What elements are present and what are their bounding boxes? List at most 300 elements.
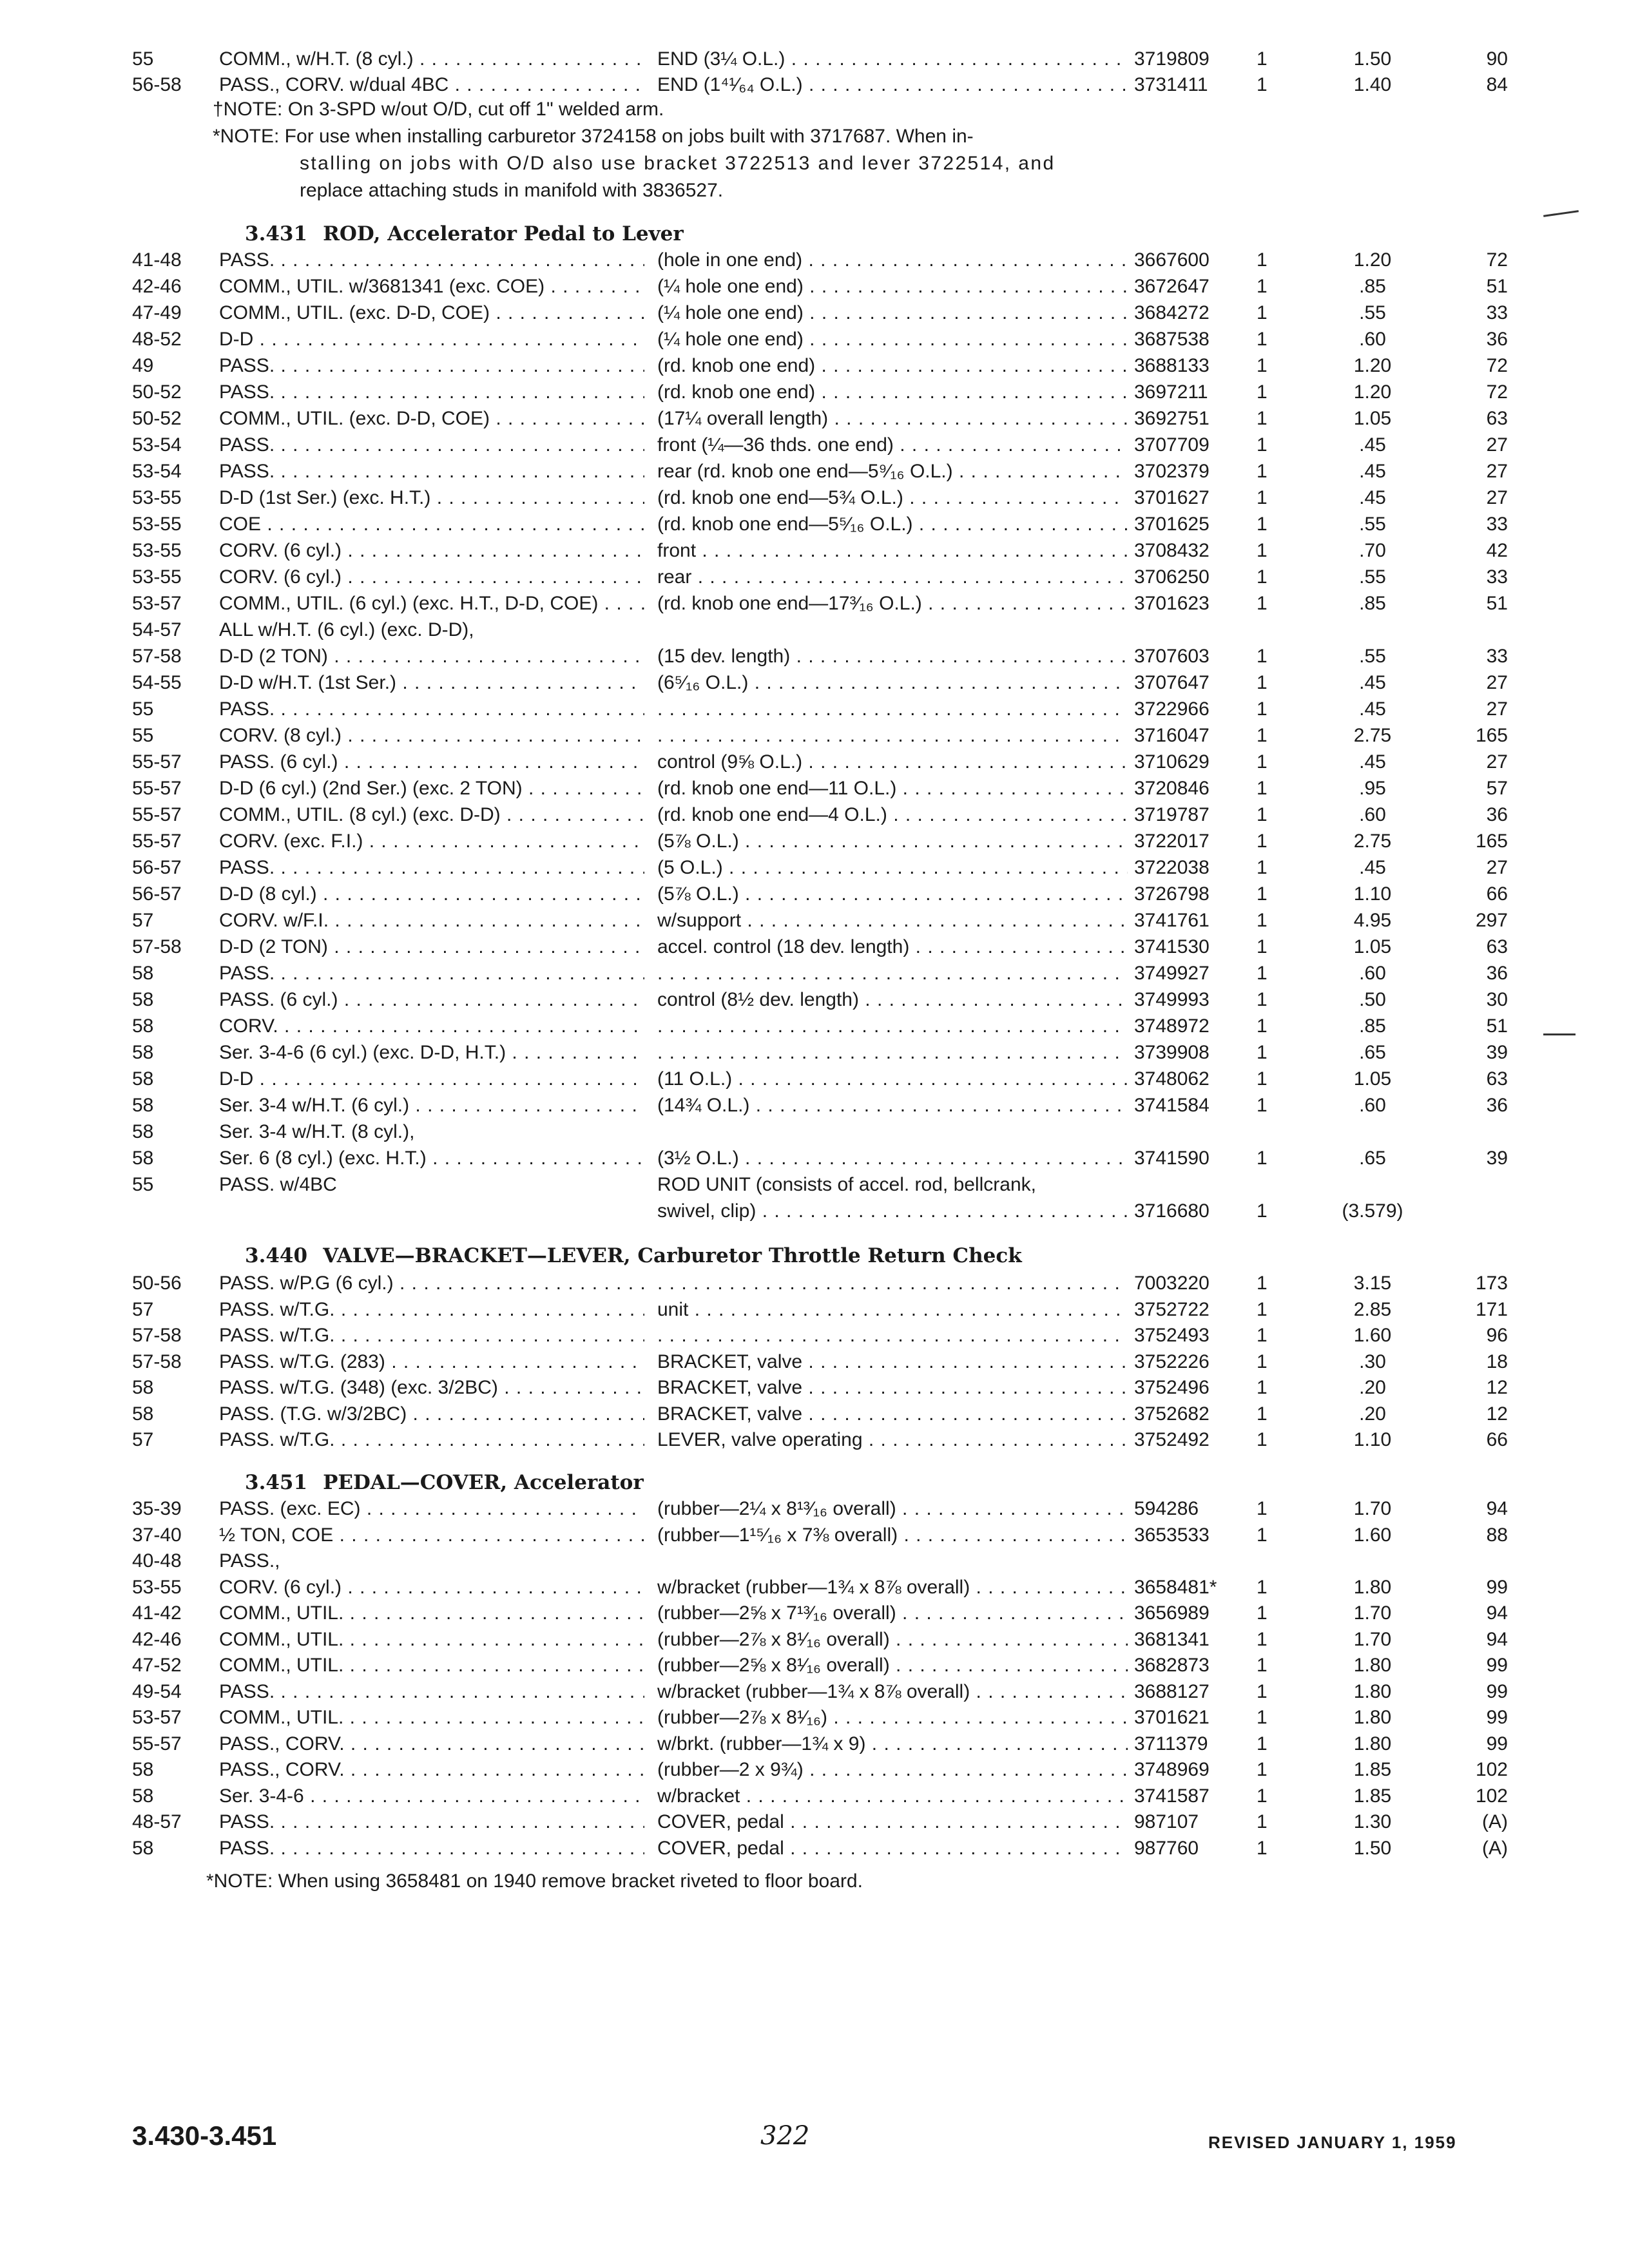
table-row	[0, 432, 1629, 458]
year-range: 53-55	[132, 1576, 182, 1598]
table-row	[0, 300, 1629, 326]
section-heading-3431	[245, 220, 684, 247]
year-range: 48-57	[132, 1811, 182, 1832]
quantity: 1	[1257, 249, 1268, 271]
year-range: 57-58	[132, 936, 182, 957]
units-value: 99	[1486, 1733, 1508, 1754]
table-row	[0, 1548, 1629, 1574]
description: control (9⅝ O.L.) . . .	[657, 749, 1128, 775]
list-price: .45	[1359, 672, 1386, 693]
quantity: 1	[1257, 1655, 1268, 1676]
list-price: 1.60	[1353, 1325, 1392, 1346]
list-price: 1.70	[1353, 1498, 1392, 1519]
description: (rubber—1¹⁵⁄₁₆ x 7⅜ overall) . . .	[657, 1523, 1128, 1548]
quantity: 1	[1257, 831, 1268, 852]
units-value: 102	[1475, 1759, 1508, 1780]
year-range: 58	[132, 1759, 154, 1780]
year-range: 58	[132, 1148, 154, 1169]
description: (6⁵⁄₁₆ O.L.) . . .	[657, 670, 1128, 696]
quantity: 1	[1257, 408, 1268, 429]
list-price: 2.75	[1353, 831, 1392, 852]
year-range: 54-55	[132, 672, 182, 693]
list-price: .60	[1359, 804, 1386, 825]
quantity: 1	[1257, 1068, 1268, 1090]
application: D-D (2 TON) . . .	[219, 644, 644, 669]
list-price: .50	[1359, 989, 1386, 1010]
application: COMM., UTIL. (6 cyl.) (exc. H.T., D-D, COE) . . .	[219, 591, 644, 617]
year-range: 56-58	[132, 74, 182, 95]
application: PASS. . . .	[219, 961, 644, 986]
year-range: 57-58	[132, 1350, 182, 1372]
description: (rd. knob one end—11 O.L.) . . .	[657, 776, 1128, 802]
application: COMM., UTIL. w/3681341 (exc. COE) . . .	[219, 274, 644, 300]
application: PASS., CORV. . . .	[219, 1757, 644, 1783]
part-number: 3702379	[1134, 461, 1210, 482]
table-row	[0, 855, 1629, 881]
description: (rd. knob one end—4 O.L.) . . .	[657, 802, 1128, 828]
year-range: 55	[132, 725, 154, 746]
list-price: .55	[1359, 302, 1386, 323]
quantity: 1	[1257, 1602, 1268, 1624]
footer-revised-date: REVISED JANUARY 1, 1959	[1208, 2133, 1457, 2152]
list-price: .55	[1359, 514, 1386, 535]
units-value: (A)	[1482, 1837, 1508, 1859]
description: (3½ O.L.) . . .	[657, 1146, 1128, 1171]
list-price: 1.10	[1353, 1429, 1392, 1450]
table-row	[0, 538, 1629, 564]
application: CORV. (6 cyl.) . . .	[219, 1575, 644, 1600]
part-number: 3741590	[1134, 1148, 1210, 1169]
section-title: ROD, Accelerator Pedal to Lever	[323, 222, 684, 245]
table-row	[0, 881, 1629, 907]
list-price: 1.10	[1353, 883, 1392, 905]
description: accel. control (18 dev. length) . . .	[657, 934, 1128, 960]
list-price: 1.20	[1353, 355, 1392, 376]
table-row	[0, 908, 1629, 934]
note-carburetor-line1: *NOTE: For use when installing carburetor 3724158 on jobs built with 3717687. When in-	[213, 126, 974, 147]
part-number: 3692751	[1134, 408, 1210, 429]
application: PASS. w/T.G. (348) (exc. 3/2BC) . . .	[219, 1375, 644, 1401]
application: COE . . .	[219, 512, 644, 537]
units-value: 88	[1486, 1524, 1508, 1546]
units-value: 27	[1486, 434, 1508, 456]
table-row	[0, 1198, 1629, 1224]
table-row	[0, 1627, 1629, 1653]
description: (11 O.L.) . . .	[657, 1066, 1128, 1092]
part-number: 3701621	[1134, 1707, 1210, 1728]
part-number: 3722017	[1134, 831, 1210, 852]
quantity: 1	[1257, 1015, 1268, 1037]
part-number: 987107	[1134, 1811, 1199, 1832]
part-number: 3752682	[1134, 1403, 1210, 1425]
units-value: 165	[1475, 831, 1508, 852]
application: PASS. . . .	[219, 855, 644, 881]
table-row	[0, 1757, 1629, 1783]
section-heading-3451	[245, 1469, 644, 1496]
section-number: 3.440	[245, 1244, 308, 1267]
description	[657, 697, 1128, 722]
list-price: 4.95	[1353, 910, 1392, 931]
part-number: 3752226	[1134, 1350, 1210, 1372]
list-price: .45	[1359, 434, 1386, 456]
part-number: 3741584	[1134, 1095, 1210, 1116]
list-price: 1.05	[1353, 936, 1392, 957]
part-number: 3748972	[1134, 1015, 1210, 1037]
part-number: 3688133	[1134, 355, 1210, 376]
units-value: 66	[1486, 883, 1508, 905]
application: PASS.,	[219, 1550, 280, 1571]
application: PASS. (6 cyl.) . . .	[219, 987, 644, 1013]
list-price: .30	[1359, 1350, 1386, 1372]
year-range: 48-52	[132, 329, 182, 350]
year-range: 42-46	[132, 1628, 182, 1650]
units-value: 51	[1486, 1015, 1508, 1037]
units-value: 102	[1475, 1785, 1508, 1807]
application: CORV. w/F.I. . . .	[219, 908, 644, 934]
table-row	[0, 1575, 1629, 1600]
quantity: 1	[1257, 1325, 1268, 1346]
description: swivel, clip) . . .	[657, 1198, 1128, 1224]
table-row	[0, 512, 1629, 537]
part-number: 987760	[1134, 1837, 1199, 1859]
table-row	[0, 1172, 1629, 1198]
units-value: 171	[1475, 1298, 1508, 1320]
units-value: 27	[1486, 461, 1508, 482]
units-value: 94	[1486, 1628, 1508, 1650]
description: BRACKET, valve . . .	[657, 1349, 1128, 1375]
list-price: .85	[1359, 1015, 1386, 1037]
quantity: 1	[1257, 514, 1268, 535]
section-title: VALVE—BRACKET—LEVER, Carburetor Throttle Return Check	[323, 1244, 1022, 1267]
table-row	[0, 1836, 1629, 1861]
part-number: 3726798	[1134, 883, 1210, 905]
part-number: 3719809	[1134, 48, 1210, 70]
description: control (8½ dev. length) . . .	[657, 987, 1128, 1013]
year-range: 57-58	[132, 646, 182, 667]
units-value: 36	[1486, 804, 1508, 825]
application: ½ TON, COE . . .	[219, 1523, 644, 1548]
year-range: 57	[132, 1429, 154, 1450]
quantity: 1	[1257, 1298, 1268, 1320]
table-row	[0, 617, 1629, 643]
table-row	[0, 1679, 1629, 1705]
year-range: 53-55	[132, 566, 182, 588]
application: D-D . . .	[219, 327, 644, 352]
part-number: 3748062	[1134, 1068, 1210, 1090]
year-range: 41-42	[132, 1602, 182, 1624]
list-price: .55	[1359, 646, 1386, 667]
description: (15 dev. length) . . .	[657, 644, 1128, 669]
year-range: 58	[132, 1377, 154, 1398]
application: PASS. w/4BC	[219, 1174, 337, 1195]
table-row	[0, 1093, 1629, 1119]
description	[657, 1014, 1128, 1039]
list-price: .70	[1359, 540, 1386, 561]
part-number: 3739908	[1134, 1042, 1210, 1063]
year-range: 58	[132, 1068, 154, 1090]
part-number: 3688127	[1134, 1680, 1210, 1702]
description: (¼ hole one end) . . .	[657, 274, 1128, 300]
part-number: 3672647	[1134, 276, 1210, 297]
application: D-D (1st Ser.) (exc. H.T.) . . .	[219, 485, 644, 511]
quantity: 1	[1257, 778, 1268, 799]
quantity: 1	[1257, 1837, 1268, 1859]
list-price: 1.70	[1353, 1602, 1392, 1624]
list-price: 1.80	[1353, 1680, 1392, 1702]
table-row	[0, 644, 1629, 669]
part-number: 3741587	[1134, 1785, 1210, 1807]
part-number: 3707603	[1134, 646, 1210, 667]
table-row	[0, 1066, 1629, 1092]
table-row	[0, 274, 1629, 300]
description: w/bracket (rubber—1¾ x 8⅞ overall) . . .	[657, 1575, 1128, 1600]
description	[657, 723, 1128, 749]
description: (rubber—2 x 9¾) . . .	[657, 1757, 1128, 1783]
quantity: 1	[1257, 1403, 1268, 1425]
year-range: 58	[132, 1837, 154, 1859]
description: (rubber—2⅝ x 7¹³⁄₁₆ overall) . . .	[657, 1600, 1128, 1626]
list-price: .60	[1359, 1095, 1386, 1116]
units-value: 96	[1486, 1325, 1508, 1346]
application: PASS., CORV. . . .	[219, 1731, 644, 1757]
description	[657, 1040, 1128, 1066]
table-row	[0, 459, 1629, 485]
year-range: 55-57	[132, 804, 182, 825]
application: PASS. (exc. EC) . . .	[219, 1496, 644, 1522]
part-number: 3658481*	[1134, 1576, 1217, 1598]
units-value: 72	[1486, 249, 1508, 271]
units-value: 51	[1486, 276, 1508, 297]
application: PASS. . . .	[219, 697, 644, 722]
part-number: 3741761	[1134, 910, 1210, 931]
list-price: (3.579)	[1342, 1200, 1403, 1222]
units-value: 27	[1486, 672, 1508, 693]
part-number: 3719787	[1134, 804, 1210, 825]
units-value: 66	[1486, 1429, 1508, 1450]
year-range: 54-57	[132, 619, 182, 640]
note-floor-board: *NOTE: When using 3658481 on 1940 remove bracket riveted to floor board.	[206, 1870, 863, 1892]
part-number: 3656989	[1134, 1602, 1210, 1624]
year-range: 42-46	[132, 276, 182, 297]
section-number: 3.431	[245, 222, 308, 245]
description	[657, 1271, 1128, 1296]
table-row	[0, 1600, 1629, 1626]
quantity: 1	[1257, 566, 1268, 588]
quantity: 1	[1257, 1350, 1268, 1372]
description: (rubber—2⅞ x 8¹⁄₁₆ overall) . . .	[657, 1627, 1128, 1653]
list-price: 1.50	[1353, 1837, 1392, 1859]
part-number: 3684272	[1134, 302, 1210, 323]
part-number: 594286	[1134, 1498, 1199, 1519]
table-row	[0, 327, 1629, 352]
part-number: 3682873	[1134, 1655, 1210, 1676]
list-price: .45	[1359, 698, 1386, 720]
quantity: 1	[1257, 1273, 1268, 1294]
description: END (1⁴¹⁄₆₄ O.L.) . . .	[657, 72, 1128, 98]
list-price: 1.60	[1353, 1524, 1392, 1546]
application: PASS., CORV. w/dual 4BC . . .	[219, 72, 644, 98]
table-row	[0, 1323, 1629, 1349]
application: D-D (8 cyl.) . . .	[219, 881, 644, 907]
table-row	[0, 776, 1629, 802]
application: PASS. w/T.G. . . .	[219, 1323, 644, 1349]
note-carburetor-line2: stalling on jobs with O/D also use bracket 3722513 and lever 3722514, and	[300, 153, 1055, 174]
units-value: 57	[1486, 778, 1508, 799]
list-price: .60	[1359, 963, 1386, 984]
year-range: 55-57	[132, 778, 182, 799]
table-row	[0, 802, 1629, 828]
table-row	[0, 247, 1629, 273]
description: END (3¼ O.L.) . . .	[657, 46, 1128, 72]
units-value: 63	[1486, 936, 1508, 957]
part-number: 3697211	[1134, 381, 1208, 403]
year-range: 53-54	[132, 434, 182, 456]
application: D-D (6 cyl.) (2nd Ser.) (exc. 2 TON) . . .	[219, 776, 644, 802]
quantity: 1	[1257, 1759, 1268, 1780]
quantity: 1	[1257, 1200, 1268, 1222]
year-range: 58	[132, 1095, 154, 1116]
part-number: 3710629	[1134, 751, 1210, 773]
part-number: 3752493	[1134, 1325, 1210, 1346]
table-row	[0, 1375, 1629, 1401]
part-number: 3722966	[1134, 698, 1210, 720]
application: COMM., UTIL. (8 cyl.) (exc. D-D) . . .	[219, 802, 644, 828]
list-price: .65	[1359, 1148, 1386, 1169]
application: PASS. w/T.G. . . .	[219, 1297, 644, 1323]
quantity: 1	[1257, 725, 1268, 746]
application: COMM., w/H.T. (8 cyl.) . . .	[219, 46, 644, 72]
list-price: .95	[1359, 778, 1386, 799]
quantity: 1	[1257, 329, 1268, 350]
application: D-D w/H.T. (1st Ser.) . . .	[219, 670, 644, 696]
part-number: 3752492	[1134, 1429, 1210, 1450]
year-range: 58	[132, 1121, 154, 1142]
quantity: 1	[1257, 381, 1268, 403]
part-number: 3720846	[1134, 778, 1210, 799]
units-value: 12	[1486, 1403, 1508, 1425]
application: PASS. w/T.G. (283) . . .	[219, 1349, 644, 1375]
part-number: 3687538	[1134, 329, 1210, 350]
year-range: 53-54	[132, 461, 182, 482]
part-number: 3708432	[1134, 540, 1210, 561]
application: PASS. . . .	[219, 353, 644, 379]
quantity: 1	[1257, 487, 1268, 508]
list-price: 1.30	[1353, 1811, 1392, 1832]
year-range: 53-57	[132, 1707, 182, 1728]
application: CORV. . . .	[219, 1014, 644, 1039]
application: Ser. 3-4 w/H.T. (8 cyl.),	[219, 1121, 415, 1142]
units-value: 173	[1475, 1273, 1508, 1294]
table-row	[0, 749, 1629, 775]
part-number: 3749993	[1134, 989, 1210, 1010]
table-row	[0, 723, 1629, 749]
application: COMM., UTIL. . . .	[219, 1600, 644, 1626]
quantity: 1	[1257, 751, 1268, 773]
application: Ser. 3-4 w/H.T. (6 cyl.) . . .	[219, 1093, 644, 1119]
list-price: 1.80	[1353, 1733, 1392, 1754]
quantity: 1	[1257, 434, 1268, 456]
table-row	[0, 1523, 1629, 1548]
quantity: 1	[1257, 963, 1268, 984]
year-range: 58	[132, 1042, 154, 1063]
quantity: 1	[1257, 1148, 1268, 1169]
year-range: 49	[132, 355, 154, 376]
list-price: .45	[1359, 461, 1386, 482]
quantity: 1	[1257, 1680, 1268, 1702]
units-value: 18	[1486, 1350, 1508, 1372]
part-number: 3707647	[1134, 672, 1210, 693]
quantity: 1	[1257, 302, 1268, 323]
units-value: 36	[1486, 1095, 1508, 1116]
description: (¼ hole one end) . . .	[657, 300, 1128, 326]
table-row	[0, 1119, 1629, 1145]
table-row	[0, 380, 1629, 405]
year-range: 58	[132, 1785, 154, 1807]
part-number: 3707709	[1134, 434, 1210, 456]
quantity: 1	[1257, 646, 1268, 667]
description: rear (rd. knob one end—5⁹⁄₁₆ O.L.) . . .	[657, 459, 1128, 485]
table-row	[0, 697, 1629, 722]
units-value: 99	[1486, 1680, 1508, 1702]
quantity: 1	[1257, 1095, 1268, 1116]
year-range: 56-57	[132, 883, 182, 905]
description: (rubber—2¼ x 8¹³⁄₁₆ overall) . . .	[657, 1496, 1128, 1522]
list-price: 1.40	[1353, 74, 1392, 95]
units-value: 94	[1486, 1498, 1508, 1519]
application: PASS. (T.G. w/3/2BC) . . .	[219, 1401, 644, 1427]
quantity: 1	[1257, 698, 1268, 720]
application: PASS. . . .	[219, 1836, 644, 1861]
footer-page-number: 322	[760, 2121, 810, 2151]
units-value: 39	[1486, 1148, 1508, 1169]
quantity: 1	[1257, 1576, 1268, 1598]
description: COVER, pedal . . .	[657, 1809, 1128, 1835]
table-row	[0, 1401, 1629, 1427]
list-price: 2.75	[1353, 725, 1392, 746]
quantity: 1	[1257, 540, 1268, 561]
description: unit . . .	[657, 1297, 1128, 1323]
description: (rd. knob one end—5¾ O.L.) . . .	[657, 485, 1128, 511]
description: (rd. knob one end—5⁵⁄₁₆ O.L.) . . .	[657, 512, 1128, 537]
application: PASS. . . .	[219, 1809, 644, 1835]
list-price: 1.80	[1353, 1655, 1392, 1676]
year-range: 57	[132, 910, 154, 931]
table-row	[0, 934, 1629, 960]
description: w/bracket . . .	[657, 1783, 1128, 1809]
application: COMM., UTIL. . . .	[219, 1627, 644, 1653]
list-price: .20	[1359, 1377, 1386, 1398]
description: front . . .	[657, 538, 1128, 564]
description: w/support . . .	[657, 908, 1128, 934]
year-range: 50-52	[132, 408, 182, 429]
description: BRACKET, valve . . .	[657, 1375, 1128, 1401]
table-row	[0, 1349, 1629, 1375]
list-price: .65	[1359, 1042, 1386, 1063]
table-row	[0, 1427, 1629, 1453]
description: BRACKET, valve . . .	[657, 1401, 1128, 1427]
year-range: 58	[132, 963, 154, 984]
application: PASS. (6 cyl.) . . .	[219, 749, 644, 775]
application: CORV. (8 cyl.) . . .	[219, 723, 644, 749]
list-price: 1.80	[1353, 1576, 1392, 1598]
description: (rd. knob one end) . . .	[657, 353, 1128, 379]
part-number: 3716047	[1134, 725, 1210, 746]
table-row	[0, 670, 1629, 696]
quantity: 1	[1257, 355, 1268, 376]
part-number: 3752496	[1134, 1377, 1210, 1398]
units-value: 72	[1486, 381, 1508, 403]
description: w/bracket (rubber—1¾ x 8⅞ overall) . . .	[657, 1679, 1128, 1705]
